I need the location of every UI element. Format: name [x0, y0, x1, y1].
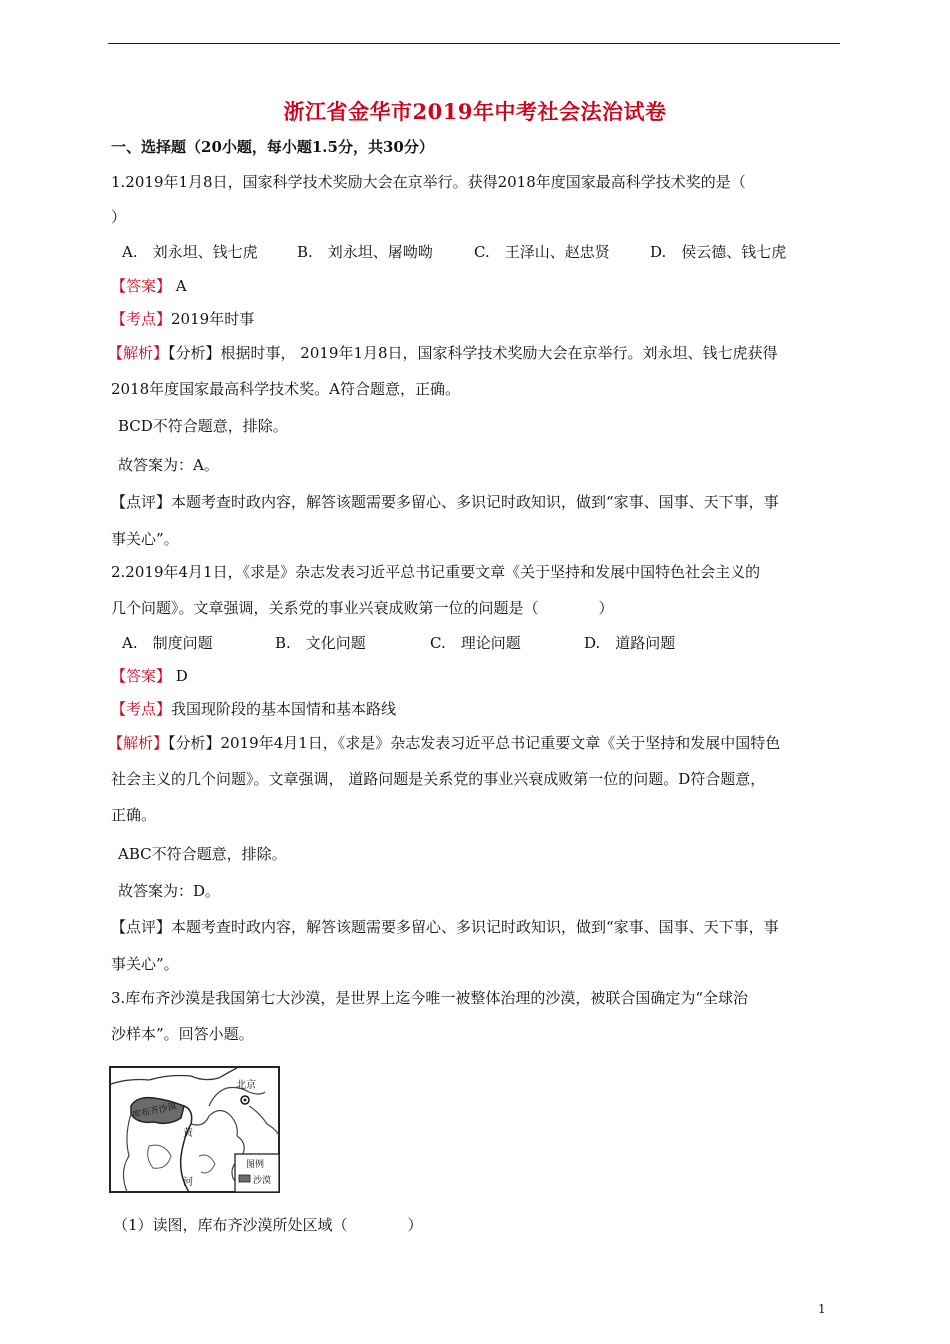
legend-title: 图例 — [246, 1160, 265, 1170]
map-label-river-1: 黄 — [183, 1128, 193, 1139]
q2-comment-line-1: 【点评】本题考查时政内容，解答该题需要多留心、多识记时政知识，做到“家事、国事、天下事，事 — [111, 918, 779, 936]
q2-analysis-line-2: 社会主义的几个问题》。文章强调， 道路问题是关系党的事业兴衰成败第一位的问题。D符合题意， — [111, 770, 766, 788]
point-tag: 【考点】 — [111, 310, 172, 328]
q2-comment-line-2: 事关心”。 — [111, 955, 179, 973]
q1-stem-line-2: ） — [111, 208, 127, 226]
q2-analysis-line-3: 正确。 — [111, 806, 157, 824]
q3-stem-line-2: 沙样本”。回答小题。 — [111, 1025, 254, 1043]
legend-desert-label: 沙漠 — [253, 1176, 272, 1186]
answer-tag: 【答案】 — [111, 667, 172, 685]
analysis-text: 【分析】2019年4月1日，《求是》杂志发表习近平总书记重要文章《关于坚持和发展中国特色 — [168, 734, 781, 752]
page-number: 1 — [818, 1302, 826, 1316]
map-graphic — [109, 1066, 280, 1193]
q1-answer — [111, 276, 187, 296]
q2-option-b[interactable]: B. 文化问题 — [275, 634, 366, 652]
q1-comment-line-2: 事关心”。 — [111, 530, 179, 548]
q2-stem-line-1: 2.2019年4月1日，《求是》杂志发表习近平总书记重要文章《关于坚持和发展中国特色社会主义的 — [111, 563, 761, 581]
page-title: 浙江省金华市2019年中考社会法治试卷 — [283, 99, 667, 124]
q2-analysis-line-5: 故答案为：D。 — [118, 882, 221, 900]
q2-stem-line-2: 几个问题》。文章强调，关系党的事业兴衰成败第一位的问题是（ ） — [111, 599, 614, 617]
point-tag: 【考点】 — [111, 700, 172, 718]
analysis-tag: 【解析】 — [108, 734, 169, 752]
q2-analysis-line-4: ABC不符合题意，排除。 — [118, 845, 287, 863]
q1-analysis-line-1 — [108, 343, 778, 363]
point-value: 我国现阶段的基本国情和基本路线 — [171, 700, 397, 718]
map-label-desert: 库布齐沙漠 — [131, 1101, 178, 1121]
q2-option-a[interactable]: A. 制度问题 — [122, 634, 213, 652]
map-label-river-2: 河 — [183, 1177, 193, 1188]
answer-tag: 【答案】 — [111, 277, 172, 295]
q1-option-d[interactable]: D. 侯云德、钱七虎 — [650, 243, 787, 261]
legend-desert-swatch — [239, 1175, 250, 1182]
q2-answer — [111, 666, 188, 686]
point-value: 2019年时事 — [171, 310, 255, 328]
q1-stem-line-1: 1.2019年1月8日，国家科学技术奖励大会在京举行。获得2018年度国家最高科学技术奖的是（ — [111, 173, 746, 191]
q1-comment-line-1: 【点评】本题考查时政内容，解答该题需要多留心、多识记时政知识，做到“家事、国事、天下事，事 — [111, 493, 779, 511]
q1-option-c[interactable]: C. 王泽山、赵忠贤 — [474, 243, 610, 261]
map-label-beijing: 北京 — [236, 1080, 256, 1091]
answer-value: A — [175, 277, 187, 295]
q2-option-d[interactable]: D. 道路问题 — [584, 634, 676, 652]
q1-analysis-line-2: 2018年度国家最高科学技术奖。A符合题意，正确。 — [111, 380, 461, 398]
q1-option-a[interactable]: A. 刘永坦、钱七虎 — [122, 243, 258, 261]
q1-point — [111, 309, 254, 329]
q2-option-c[interactable]: C. 理论问题 — [430, 634, 521, 652]
analysis-tag: 【解析】 — [108, 344, 169, 362]
header-rule — [108, 43, 840, 44]
q1-analysis-line-4: 故答案为：A。 — [118, 456, 219, 474]
q2-analysis-line-1 — [108, 733, 780, 753]
analysis-text: 【分析】根据时事， 2019年1月8日，国家科学技术奖励大会在京举行。刘永坦、钱七虎获得 — [168, 344, 778, 362]
q3-stem-line-1: 3.库布齐沙漠是我国第七大沙漠，是世界上迄今唯一被整体治理的沙漠，被联合国确定为“全球治 — [111, 989, 748, 1007]
q1-options — [122, 242, 822, 264]
q1-analysis-line-3: BCD不符合题意，排除。 — [118, 417, 288, 435]
q2-point — [111, 699, 396, 719]
section-heading: 一、选择题（20小题，每小题1.5分，共30分） — [111, 138, 434, 156]
q2-options — [122, 633, 822, 655]
answer-value: D — [175, 667, 188, 685]
q3-subquestion-1: （1）读图，库布齐沙漠所处区域（ ） — [113, 1216, 423, 1234]
desert-map — [109, 1066, 280, 1193]
q1-option-b[interactable]: B. 刘永坦、屠呦呦 — [297, 243, 433, 261]
